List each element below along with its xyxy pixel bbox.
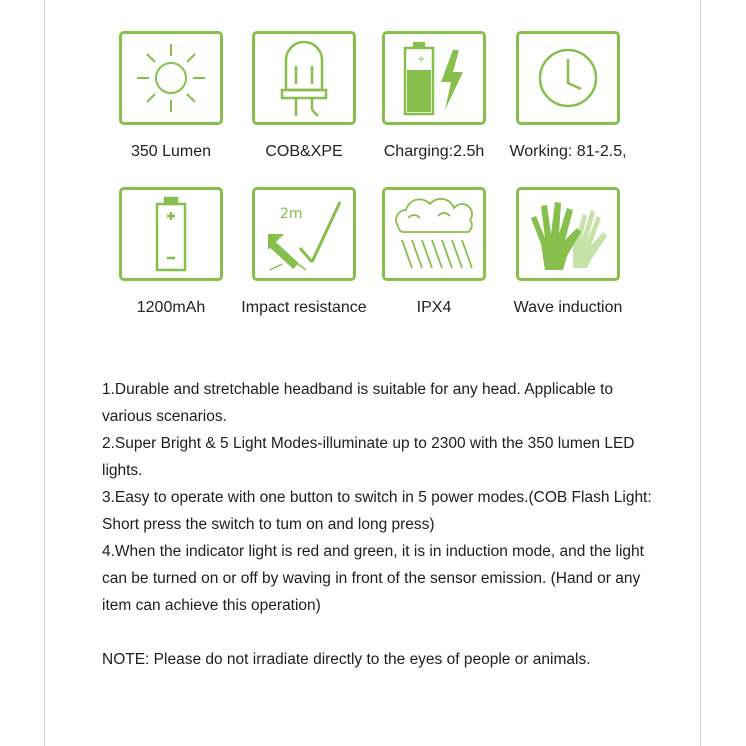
feature-waterproof	[364, 187, 504, 317]
description-item-3: 3.Easy to operate with one button to switch in 5 power modes.(COB Flash Light: Short press the switch to tum on and long press)	[102, 489, 652, 533]
feature-capacity	[101, 187, 241, 317]
feature-lumen	[101, 31, 241, 161]
battery-icon	[119, 187, 223, 281]
feature-wave	[498, 187, 638, 317]
description-item-2: 2.Super Bright & 5 Light Modes-illuminate up to 2300 with the 350 lumen LED lights.	[102, 435, 635, 479]
feature-label-capacity: 1200mAh	[136, 299, 206, 316]
feature-grid	[0, 0, 746, 330]
feature-label-waterproof: IPX4	[416, 299, 452, 316]
rain-cloud-icon	[382, 187, 486, 281]
feature-label-lumen: 350 Lumen	[130, 143, 212, 160]
feature-label-charging: Charging:2.5h	[383, 143, 485, 160]
description-item-4: 4.When the indicator light is red and green, it is in induction mode, and the light can be turned on or off by waving in front of the sensor emission. (Hand or any item can achieve this operation)	[102, 543, 644, 614]
clock-icon	[516, 31, 620, 125]
description-block	[102, 376, 662, 673]
feature-label-impact: Impact resistance	[241, 299, 367, 316]
svg-text:+: +	[417, 54, 426, 65]
feature-label-led: COB&XPE	[265, 143, 343, 160]
feature-label-working: Working: 81-2.5,	[509, 143, 627, 160]
impact-check-icon	[252, 187, 356, 281]
feature-working-time	[498, 31, 638, 161]
charging-battery-icon	[382, 31, 486, 125]
feature-label-wave: Wave induction	[513, 299, 623, 316]
hand-wave-icon	[516, 187, 620, 281]
feature-led	[234, 31, 374, 161]
led-bulb-icon	[252, 31, 356, 125]
safety-note: NOTE: Please do not irradiate directly to the eyes of people or animals.	[102, 651, 591, 668]
impact-height-text: 2m	[280, 206, 303, 222]
feature-charging	[364, 31, 504, 161]
feature-impact	[234, 187, 374, 317]
sun-icon	[119, 31, 223, 125]
description-item-1: 1.Durable and stretchable headband is suitable for any head. Applicable to various scenarios.	[102, 381, 613, 425]
